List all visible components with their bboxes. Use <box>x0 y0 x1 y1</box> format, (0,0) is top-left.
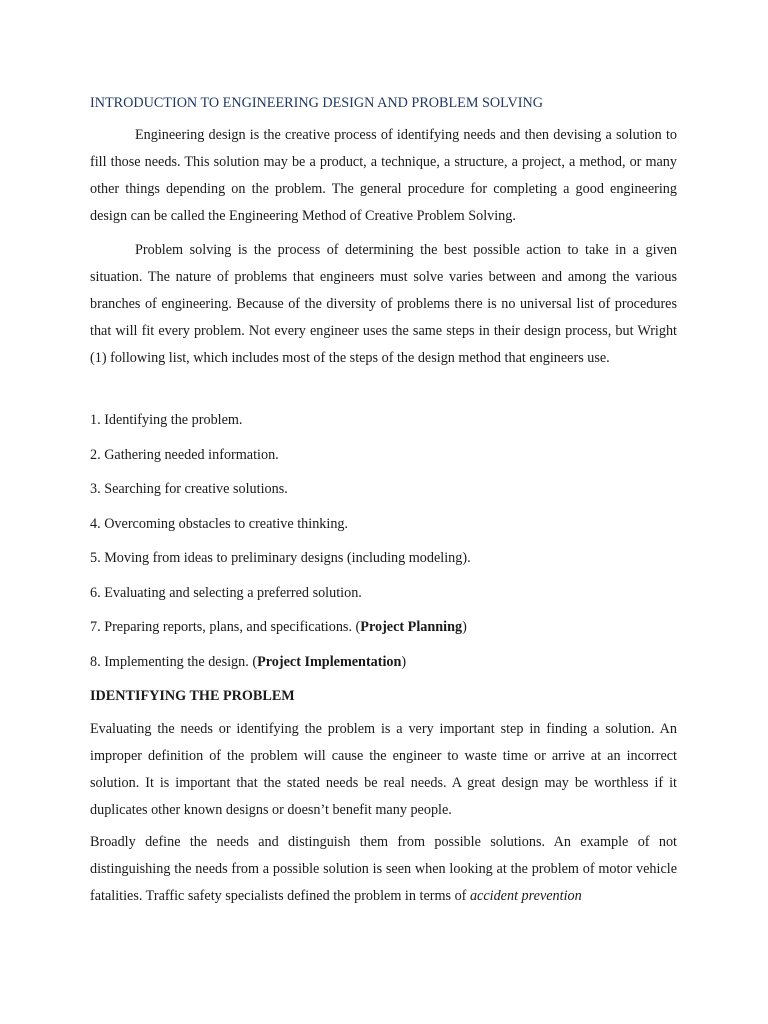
list-item: 3. Searching for creative solutions. <box>90 481 288 497</box>
intro-paragraph: Engineering design is the creative process of identifying needs and then devising a solution to fill those needs. This solution may be a product, a technique, a structure, a project, a method, or many other things depending on the problem. The general procedure for completing a good engineering design can be called the Engineering Method of Creative Problem Solving. <box>90 127 677 224</box>
list-item: 6. Evaluating and selecting a preferred solution. <box>90 585 362 601</box>
list-item: 5. Moving from ideas to preliminary designs (including modeling). <box>90 550 471 566</box>
identifying-paragraph: Evaluating the needs or identifying the problem is a very important step in finding a solution. An improper definition of the problem will cause the engineer to waste time or arrive at an incorrect solution. It is important that the stated needs be real needs. A great design may be worthless if it duplicates other known designs or doesn’t benefit many people. <box>90 721 677 818</box>
list-item: 8. Implementing the design. (Project Implementation) <box>90 654 407 670</box>
list-item: 7. Preparing reports, plans, and specifications. (Project Planning) <box>90 619 467 635</box>
list-item: 1. Identifying the problem. <box>90 412 243 428</box>
list-item: 4. Overcoming obstacles to creative thinking. <box>90 516 349 532</box>
project-planning-label: Project Planning <box>360 619 463 635</box>
document-title: INTRODUCTION TO ENGINEERING DESIGN AND PROBLEM SOLVING <box>90 95 543 111</box>
project-implementation-label: Project Implementation <box>257 654 402 670</box>
problem-solving-paragraph: Problem solving is the process of determining the best possible action to take in a given situation. The nature of problems that engineers must solve varies between and among the various branches of engineering. Because of the diversity of problems there is no universal list of procedures that will fit every problem. Not every engineer uses the same steps in their design process, but Wright (1) following list, which includes most of the steps of the design method that engineers use. <box>90 242 677 366</box>
emphasis-text: accident prevention <box>469 888 582 904</box>
section-heading: IDENTIFYING THE PROBLEM <box>90 688 295 704</box>
list-item: 2. Gathering needed information. <box>90 447 279 463</box>
needs-paragraph: Broadly define the needs and distinguish them from possible solutions. An example of not distinguishing the needs from a possible solution is seen when looking at the problem of motor vehicle fatalities. Traffic safety specialists defined the problem in terms of accident prevention <box>90 834 677 904</box>
